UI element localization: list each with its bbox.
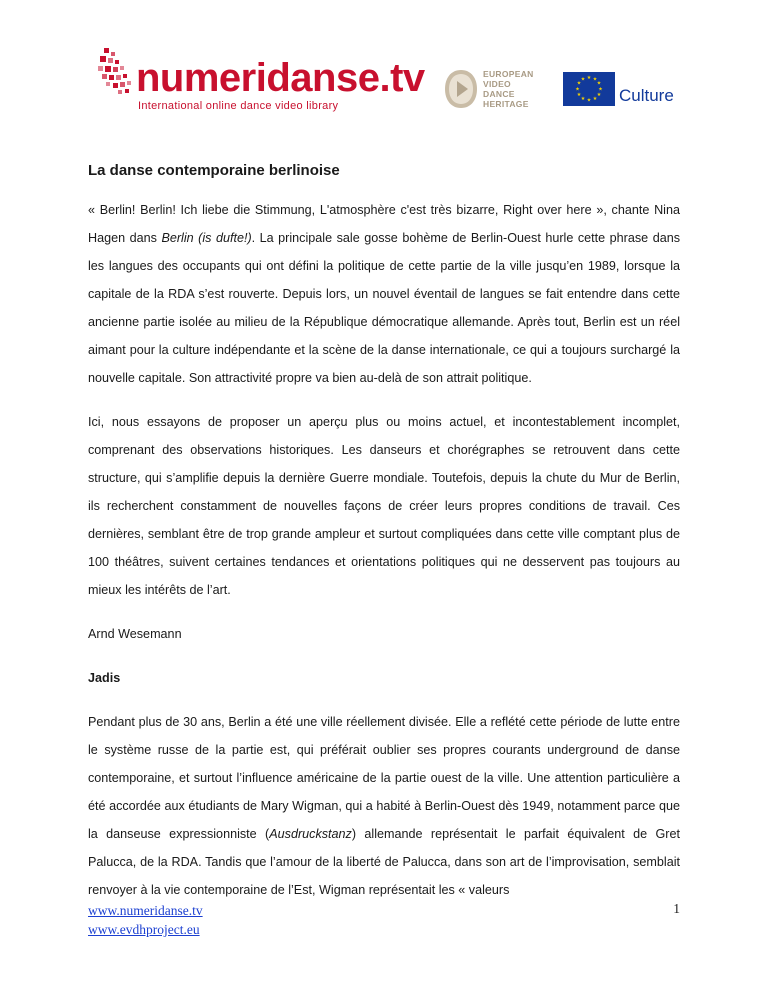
- paragraph-intro: [88, 196, 680, 392]
- footer-link-evdh[interactable]: www.evdhproject.eu: [88, 922, 200, 937]
- evdh-line: VIDEO: [483, 79, 511, 89]
- svg-text:★: ★: [596, 92, 602, 98]
- svg-text:★: ★: [580, 96, 586, 102]
- svg-text:★: ★: [586, 97, 592, 104]
- evdh-line: EUROPEAN: [483, 69, 534, 79]
- song-title: Berlin (is dufte!): [161, 231, 252, 245]
- numeridanse-dot-mosaic-icon: [96, 44, 136, 104]
- evdh-line: DANCE: [483, 89, 515, 99]
- svg-text:★: ★: [580, 76, 586, 83]
- svg-text:★: ★: [598, 86, 603, 93]
- paragraph-text: . La principale sale gosse bohème de Berlin-Ouest hurle cette phrase dans les langues des occupants qui ont défini la politique de cette partie de la ville jusqu’en 1989, lorsque la capitale de la RDA s’est rouverte. Depuis lors, un nouvel éventail de langues se fait entendre dans cette ancienne partie isolée au milieu de la République démocratique allemande. Après tout, Berlin est un réel aimant pour la culture indépendante et la scène de la danse internationale, ce qui a toujours surchargé la nouvelle capitale. Son attractivité propre va bien au-delà de son attrait politique.: [88, 231, 681, 385]
- svg-text:★: ★: [592, 96, 598, 102]
- svg-text:★: ★: [596, 80, 602, 87]
- numeridanse-wordmark: numeridanse.tv: [136, 56, 425, 100]
- paragraph-text: ) allemande représentait le parfait équivalent de Gret Palucca, de la RDA. Tandis que l’amour de la liberté de Palucca, dans son art de l’improvisation, semblait renvoyer à la vie contemporaine de l’Est, Wigman représentait les « valeurs: [88, 827, 680, 897]
- document-title: La danse contemporaine berlinoise: [88, 162, 340, 179]
- paragraph-overview: Ici, nous essayons de proposer un aperçu plus ou moins actuel, et incontestablement incomplet, comprenant des observations historiques. Les danseurs et chorégraphes se retrouvent dans cette structure, qui s’amplifie depuis la dernière Guerre mondiale. Toutefois, depuis la chute du Mur de Berlin, ils recherchent constamment de nouvelles façons de créer leurs propres conditions de travail. Ces dernières, semblant être de trop grande ampleur et surtout compliquées dans cette ville comptant plus de 100 théâtres, suivent certaines tendances et orientations politiques qui ne desservent pas toujours au mieux les intérêts de l’art.: [88, 415, 680, 597]
- svg-text:★: ★: [586, 75, 592, 81]
- numeridanse-logo: [96, 44, 425, 116]
- page-number: 1: [673, 901, 680, 916]
- svg-text:★: ★: [592, 76, 598, 83]
- paragraph-text: Pendant plus de 30 ans, Berlin a été une ville réellement divisée. Elle a reflété cette période de lutte entre le système russe de la partie est, qui préférait oublier ses propres courants underground de danse contemporaine, et surtout l’influence américaine de la partie ouest de la ville. Une attention particulière a été accordée aux étudiants de Mary Wigman, qui a habité à Berlin-Ouest dès 1949, notamment parce que la danseuse expressionniste (: [88, 715, 680, 841]
- page-footer: [88, 901, 680, 939]
- svg-text:★: ★: [575, 86, 580, 93]
- evdh-line: HERITAGE: [483, 99, 529, 109]
- numeridanse-tagline: International online dance video library: [138, 100, 339, 112]
- evdh-wordmark: [483, 69, 534, 109]
- paragraph-text: « Berlin! Berlin! Ich liebe die Stimmung, L'atmosphère c'est très bizarre, Right over here », chante Nina Hagen dans: [88, 203, 680, 245]
- term-italic: Ausdruckstanz: [269, 827, 352, 841]
- svg-text:★: ★: [576, 80, 582, 87]
- footer-link-numeridanse[interactable]: www.numeridanse.tv: [88, 903, 203, 918]
- evdh-play-icon: [443, 68, 479, 110]
- paragraph-history: [88, 708, 680, 904]
- eu-flag-icon: [563, 72, 615, 106]
- eu-culture-label: Culture: [619, 86, 674, 105]
- document-body: [88, 160, 680, 904]
- evdh-logo: [443, 68, 553, 112]
- section-heading: Jadis: [88, 671, 121, 685]
- author-name: Arnd Wesemann: [88, 627, 182, 641]
- eu-culture-logo: [563, 72, 683, 108]
- svg-text:★: ★: [576, 92, 582, 98]
